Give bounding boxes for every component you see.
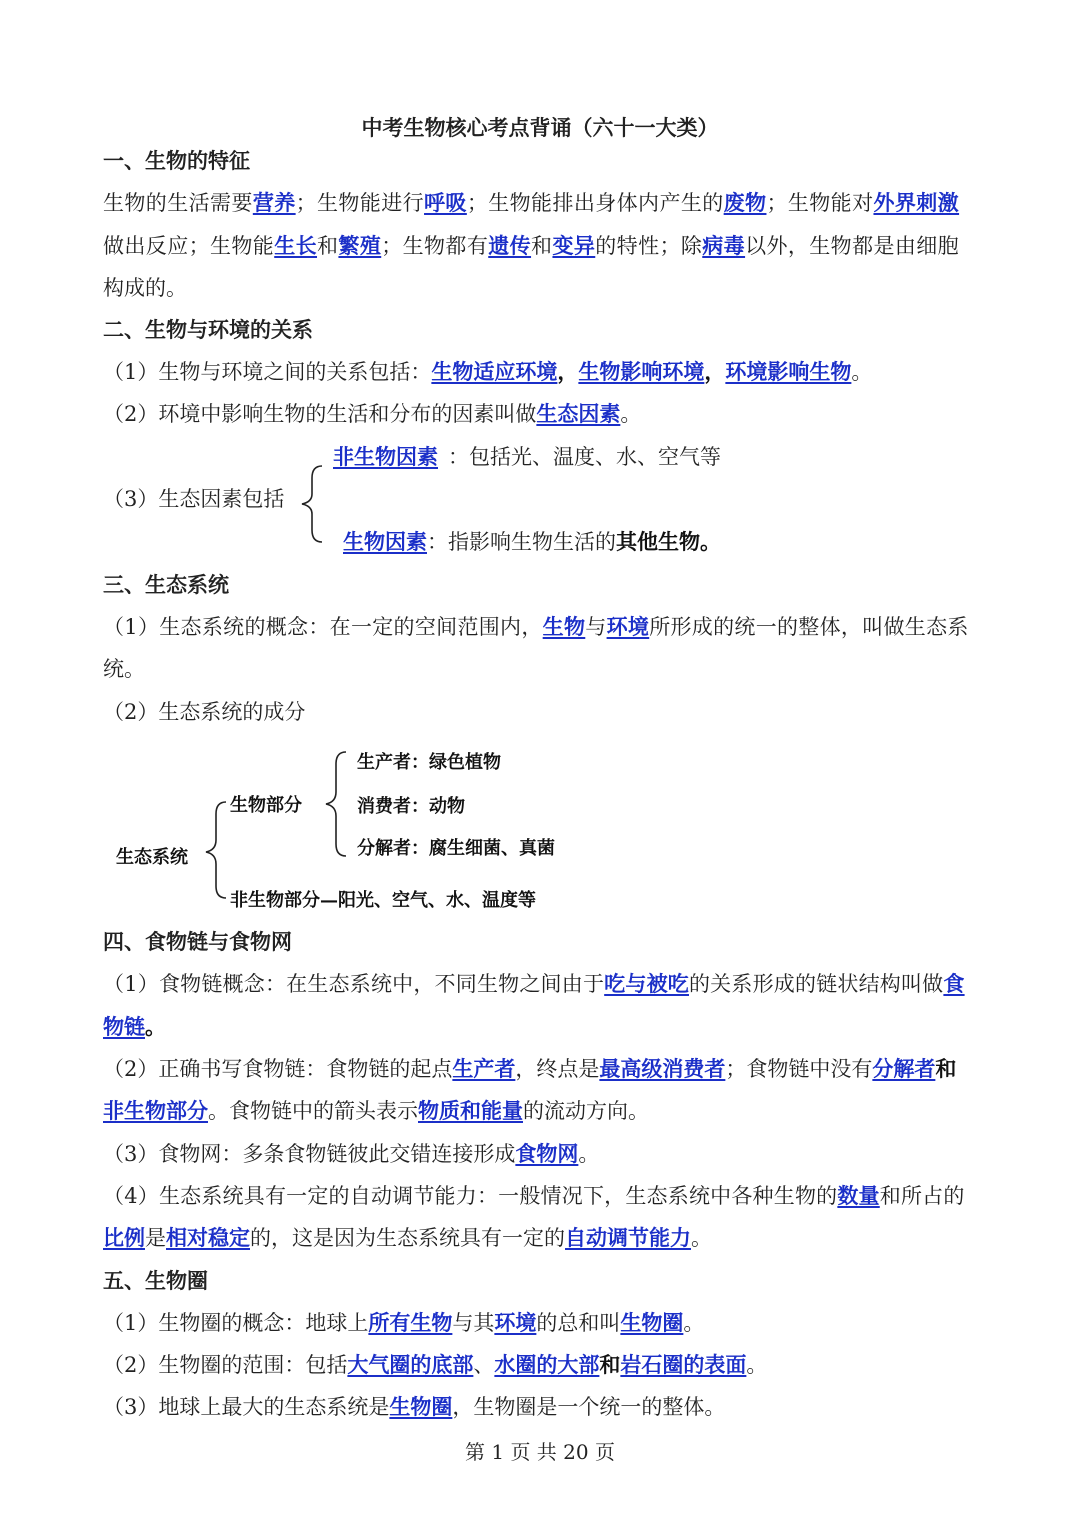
diagram-brace-bio xyxy=(320,750,350,858)
text: 。 xyxy=(578,1142,600,1166)
text: 。 xyxy=(620,402,642,426)
keyword: 水圈的大部 xyxy=(494,1352,600,1377)
keyword: 生态因素 xyxy=(536,401,621,426)
s2-para-2 xyxy=(103,400,641,428)
keyword: 生产者 xyxy=(452,1056,516,1081)
section-2-heading: 二、生物与环境的关系 xyxy=(103,318,313,342)
text: 。 xyxy=(145,1014,166,1039)
diagram-producer: 生产者：绿色植物 xyxy=(357,752,501,773)
text: （4）生态系统具有一定的自动调节能力：一般情况下，生态系统中各种生物的 xyxy=(103,1184,838,1208)
curly-brace xyxy=(298,464,328,544)
text: 和 xyxy=(599,1352,621,1377)
keyword: 环境 xyxy=(606,614,650,639)
page-title: 中考生物核心考点背诵（六十一大类） xyxy=(361,116,719,140)
keyword: 营养 xyxy=(252,190,296,215)
keyword: 非生物部分 xyxy=(103,1098,208,1123)
s4-para-3 xyxy=(103,1140,599,1168)
keyword: 相对稳定 xyxy=(166,1225,250,1250)
text: ：指影响生物生活的 xyxy=(427,530,616,554)
text: （3）食物网：多条食物链彼此交错连接形成 xyxy=(103,1142,516,1166)
keyword: 物链 xyxy=(103,1014,145,1039)
keyword: 岩石圈的表面 xyxy=(620,1352,747,1377)
text: 是 xyxy=(145,1226,166,1250)
text: 的总和叫 xyxy=(536,1311,621,1335)
text: 和 xyxy=(935,1056,957,1081)
keyword: 物质和能量 xyxy=(418,1098,523,1123)
text: 。 xyxy=(851,360,873,384)
s1-line-3: 构成的。 xyxy=(103,276,187,300)
diagram-consumer: 消费者：动物 xyxy=(357,796,465,817)
s4-para-2b xyxy=(103,1097,649,1125)
s5-para-2 xyxy=(103,1351,767,1379)
keyword: 大气圈的底部 xyxy=(347,1352,474,1377)
keyword: 自动调节能力 xyxy=(565,1225,691,1250)
text: 的特性；除 xyxy=(595,234,703,258)
keyword: 吃与被吃 xyxy=(604,971,689,996)
text: （1）食物链概念：在生态系统中，不同生物之间由于 xyxy=(103,972,605,996)
s2-para-1 xyxy=(103,358,872,386)
keyword: 最高级消费者 xyxy=(599,1056,726,1081)
keyword: 病毒 xyxy=(702,233,746,258)
s4-para-1a xyxy=(103,970,965,998)
keyword: 比例 xyxy=(103,1225,145,1250)
text: 做出反应；生物能 xyxy=(103,234,275,258)
s4-para-1b xyxy=(103,1013,166,1041)
s2-para-3-label: （3）生态因素包括 xyxy=(103,487,285,511)
text: ， xyxy=(557,359,579,384)
keyword: 生物圈 xyxy=(389,1394,453,1419)
text: （1）生态系统的概念：在一定的空间范围内， xyxy=(103,615,543,639)
diagram-brace-main xyxy=(200,800,230,900)
text: 和 xyxy=(317,234,339,258)
abiotic-factor-line xyxy=(333,443,721,471)
section-3-heading: 三、生态系统 xyxy=(103,573,229,597)
keyword: 分解者 xyxy=(872,1056,936,1081)
s4-para-2a xyxy=(103,1055,956,1083)
text: （2）生物圈的范围：包括 xyxy=(103,1353,348,1377)
keyword: 呼吸 xyxy=(424,190,467,215)
text: 。 xyxy=(691,1226,712,1250)
text: 生物的生活需要 xyxy=(103,191,253,215)
s5-para-3 xyxy=(103,1393,725,1421)
text: 的，这是因为生态系统具有一定的 xyxy=(250,1226,565,1250)
s5-para-1 xyxy=(103,1309,704,1337)
s3-para-2: （2）生态系统的成分 xyxy=(103,700,306,724)
keyword: 遗传 xyxy=(488,233,532,258)
text: （2）环境中影响生物的生活和分布的因素叫做 xyxy=(103,402,537,426)
text: （1）生物与环境之间的关系包括： xyxy=(103,360,432,384)
keyword: 所有生物 xyxy=(368,1310,453,1335)
s3-para-1a xyxy=(103,613,969,641)
text: （3）地球上最大的生态系统是 xyxy=(103,1395,390,1419)
text: ；生物能对 xyxy=(766,191,874,215)
keyword: 食 xyxy=(943,971,965,996)
s4-para-4b xyxy=(103,1224,712,1252)
text: 与 xyxy=(585,615,607,639)
text: 其他生物 xyxy=(616,529,700,554)
text: 的关系形成的链状结构叫做 xyxy=(688,972,944,996)
keyword: 生物因素 xyxy=(343,529,427,554)
text: ；食物链中没有 xyxy=(725,1057,873,1081)
keyword: 环境影响生物 xyxy=(725,359,852,384)
text: ，生物圈是一个统一的整体。 xyxy=(452,1395,726,1419)
text: 和所占的 xyxy=(879,1184,965,1208)
text: ；生物都有 xyxy=(381,234,489,258)
diagram-root: 生态系统 xyxy=(116,847,188,868)
text: 的流动方向。 xyxy=(523,1099,649,1123)
text: 。 xyxy=(683,1311,705,1335)
keyword: 非生物因素 xyxy=(333,444,438,469)
keyword: 数量 xyxy=(837,1183,880,1208)
text: ，终点是 xyxy=(515,1057,600,1081)
text: 、 xyxy=(473,1353,495,1377)
text: 。 xyxy=(700,529,721,554)
biotic-factor-line xyxy=(343,528,721,556)
text: ， xyxy=(704,359,726,384)
s1-line-2 xyxy=(103,232,959,260)
text: 和 xyxy=(531,234,553,258)
keyword: 废物 xyxy=(723,190,767,215)
s4-para-4a xyxy=(103,1182,965,1210)
text: 以外，生物都是由细胞 xyxy=(745,234,960,258)
text: 与其 xyxy=(452,1311,495,1335)
section-1-heading: 一、生物的特征 xyxy=(103,149,250,173)
keyword: 外界刺激 xyxy=(873,190,960,215)
keyword: 生物影响环境 xyxy=(578,359,705,384)
diagram-bio-part: 生物部分 xyxy=(230,795,302,816)
keyword: 生物 xyxy=(542,614,586,639)
keyword: 繁殖 xyxy=(338,233,382,258)
section-4-heading: 四、食物链与食物网 xyxy=(103,930,292,954)
keyword: 食物网 xyxy=(515,1141,579,1166)
text: 。 xyxy=(746,1353,768,1377)
text: （1）生物圈的概念：地球上 xyxy=(103,1311,369,1335)
text: ；生物能排出身体内产生的 xyxy=(466,191,724,215)
diagram-abio-part: 非生物部分—阳光、空气、水、温度等 xyxy=(230,890,536,911)
section-5-heading: 五、生物圈 xyxy=(103,1269,208,1293)
text: ；生物能进行 xyxy=(295,191,425,215)
diagram-decomposer: 分解者：腐生细菌、真菌 xyxy=(357,838,555,859)
text: （2）正确书写食物链：食物链的起点 xyxy=(103,1057,453,1081)
keyword: 变异 xyxy=(552,233,596,258)
text: ：包括光、温度、水、空气等 xyxy=(448,445,721,469)
s3-para-1b: 统。 xyxy=(103,657,145,681)
page-footer: 第 1 页 共 20 页 xyxy=(465,1440,615,1464)
keyword: 环境 xyxy=(494,1310,537,1335)
text: 。食物链中的箭头表示 xyxy=(208,1099,418,1123)
keyword: 生物适应环境 xyxy=(431,359,558,384)
keyword: 生物圈 xyxy=(620,1310,684,1335)
text: 所形成的统一的整体，叫做生态系 xyxy=(649,615,969,639)
keyword: 生长 xyxy=(274,233,318,258)
s1-line-1 xyxy=(103,189,959,217)
